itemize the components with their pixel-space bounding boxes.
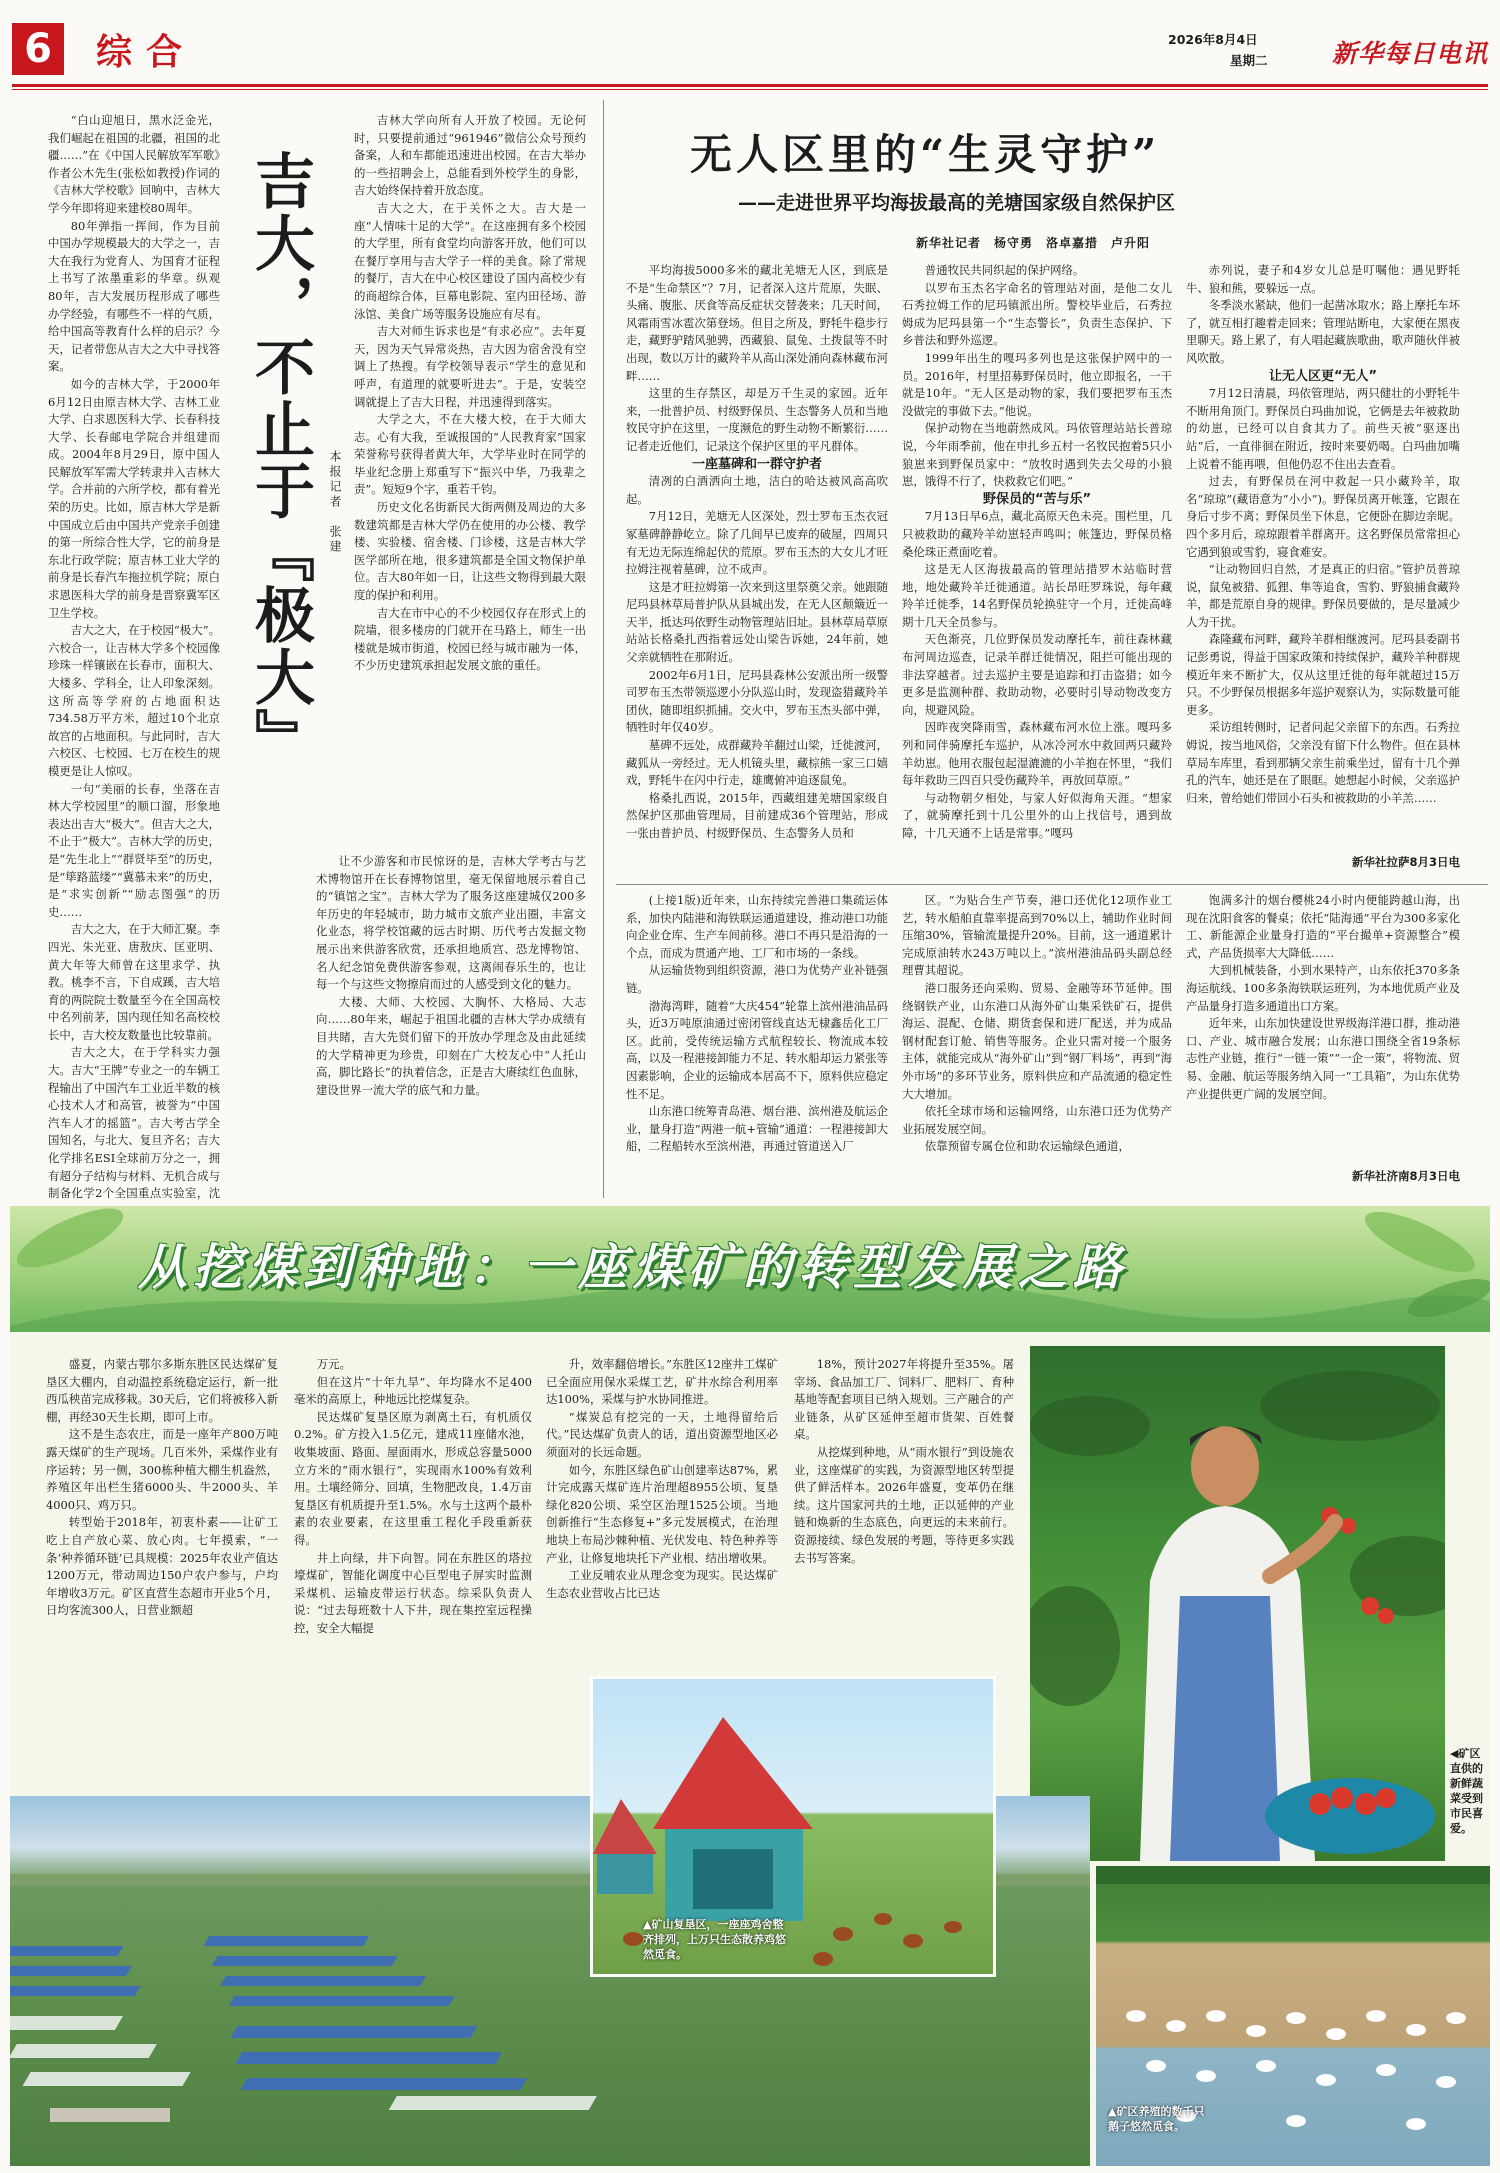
gang-col-3: 饱满多汁的烟台樱桃24小时内便能跨越山海，出现在沈阳食客的餐桌；依托“陆海通”平台为300多家化工、新能源企业量身打造的“平台撮单+资源整合”模式，产品货损率大大降低…… 大到机械装备，小到水果特产，山东依托370多条海运航线、100多条海铁联运班列，为本地优质产业及产品量身打造多通道出口方案。 近年来，山东加快建设世界级海洋港口群，推动港口、产业、城市融合发展；山东港口围绕全省19条标志性产业链，推行“一链一策”“一企一策”，将物流、贸易、金融、航运等服务纳入同一“工具箱”，为山东优势产业提供更广阔的发展空间。	[1186, 893, 1460, 1101]
issue-date: 2026年8月4日	[1168, 32, 1258, 47]
photo-caption-coop: ▲矿山复垦区，一座座鸡舍整齐排列，上万只生态散养鸡悠然觅食。	[643, 1918, 786, 1961]
section-divider	[616, 884, 1488, 885]
mei-headline: 从挖煤到种地：一座煤矿的转型发展之路	[138, 1239, 1129, 1296]
mei-col-2: 万元。 但在这片“十年九旱”、年均降水不足400毫米的高原上，种地远比挖煤复杂。 民达煤矿复垦区原为剥离土石，有机质仅0.2%。矿方投入1.5亿元，建成11座储水池，收集坡面、路面、屋面雨水，形成总容量5000立方米的“雨水银行”，实现雨水100%有效利用。土壤经筛分、回填，生物肥改良，1.4万亩复垦区有机质提升至1.5%。水与土这两个最朴素的农业要素，在这里重工程化手段重新获得。 井上向绿，井下向智。同在东胜区的塔拉壕煤矿，智能化调度中心巨型电子屏实时监测采煤机、运输皮带运行状态。综采队负责人说：“过去每班数十人下井，现在集控室远程操控，安全大幅提	[294, 1357, 532, 1635]
mei-col-1: 盛夏，内蒙古鄂尔多斯东胜区民达煤矿复垦区大棚内，自动温控系统稳定运行，新一批西瓜秧苗完成移栽。30天后，它们将被移入新棚，再经30天生长期，即可上市。 这不是生态农庄，而是一座年产800万吨露天煤矿的生产现场。几百米外，采煤作业有序运转；另一侧，300栋种植大棚生机盎然，养殖区年出栏生猪6000头、牛2000头、羊4000只、鸡万只。 转型始于2018年，初衷朴素——让矿工吃上自产放心菜、放心肉。七年摸索，“一条‘种养循环链’已具规模：2025年农业产值达1200万元，带动周边150户农户参与，户均年增收3万元。矿区直营生态超市开业5个月，日均客流300人，日营业额超	[46, 1357, 278, 1618]
section-name: 综合	[96, 31, 197, 73]
baohu-col-2: 普通牧民共同织起的保护网络。 以罗布玉杰名字命名的管理站对面，是他二女儿石秀拉姆工作的尼玛镇派出所。警校毕业后，石秀拉姆成为尼玛县第一个“生态警长”，负责生态保护、下乡普法和野外巡逻。 1999年出生的嘎玛多列也是这张保护网中的一员。2016年，村里招募野保员时，他立即报名，一干就是10年。“无人区是动物的家，我们要把罗布玉杰没做完的事做下去。”他说。 保护动物在当地蔚然成风。玛依管理站站长普琼说，今年雨季前，他在申扎乡五村一名牧民抱着5只小狼崽来到野保员家中：“放牧时遇到失去父母的小狼崽，饿得不行了，快救救它们吧。” 野保员的“苦与乐” 7月13日早6点，藏北高原天色未亮。围栏里，几只被救助的藏羚羊幼崽轻声鸣叫；帐篷边，野保员格桑伦珠正煮面吃着。 这是无人区海拔最高的管理站措罗木站临时营地，地处藏羚羊迁徙通道。站长昂旺罗珠说，每年藏羚羊迁徙季，14名野保员轮换驻守一个月，迁徙高峰期十几天全员参与。 天色渐亮，几位野保员发动摩托车，前往森林藏布河周边巡查，记录羊群迁徙情况，阻拦可能出现的非法穿越者。过去巡护主要是追踪和打击盗猎；如今更多是监测种群、救助动物，必要时引导动物改变方向，规避风险。 因昨夜突降雨雪，森林藏布河水位上涨。嘎玛多列和同伴骑摩托车巡护，从冰冷河水中救回两只藏羚羊幼崽。他用衣服包起湿漉漉的小羊抱在怀里，“我们每年救助三四百只受伤藏羚羊，再放回草原。” 与动物朝夕相处，与家人好似海角天涯。“想家了，就骑摩托到十几公里外的山上找信号，遇到故障，十几天通不上话是常事。”嘎玛	[902, 263, 1172, 840]
page-number-box	[12, 23, 64, 75]
gang-col-2: 区。“为贴合生产节奏，港口还优化12项作业工艺，转水船舶直靠率提高到70%以上，辅助作业时间压缩30%，管输流量提升20%。目前，这一通道累计完成原油转水243万吨以上。”滨州港油品码头副总经理曹其超说。 港口服务还向采购、贸易、金融等环节延伸。围绕钢铁产业，山东港口从海外矿山集采铁矿石，提供海运、混配、仓储、期货套保和进厂配送，并为成品钢材配套订舱、销售等服务。企业只需对接一个服务主体，就能完成从“海外矿山”到“钢厂料场”，再到“海外市场”的多环节业务，原料供应和产品流通的稳定性大大增加。 依托全球市场和运输网络，山东港口还为优势产业拓展发展空间。 依靠预留专属仓位和助农运输绿色通道，	[902, 893, 1172, 1154]
greenhouse-illustration	[1030, 1346, 1445, 1861]
baohu-reporters: 新华社记者 杨守勇 洛卓嘉措 卢升阳	[916, 236, 1151, 250]
jida-col-2: 吉林大学向所有人开放了校园。无论何时，只要提前通过“961946”微信公众号预约备案，人和车都能迅速进出校园。在吉大举办的一些招聘会上，总能看到外校学生的身影，吉大始终保持着开放态度。 吉大之大，在于关怀之大。吉大是一座“人情味十足的大学”。在这座拥有多个校园的大学里，所有食堂均向游客开放，他们可以在餐厅享用与吉大学子一样的美食。除了常规的餐厅，吉大在中心校区建设了国内高校少有的商超综合体，巨幕电影院、室内田径场、游泳馆、美食广场等服务设施应有尽有。 吉大对师生诉求也是“有求必应”。去年夏天，因为天气异常炎热，吉大因为宿舍没有空调上了热搜。有学校领导表示“学生的意见和呼声，有道理的就要听进去”。于是，安装空调就提上了吉大日程，并迅速得到落实。 大学之大，不在大楼大校，在于大师大志。心有大我，至诚报国的“人民教育家”国家荣誉称号获得者黄大年，大学毕业时在同学的毕业纪念册上郑重写下“振兴中华，乃我辈之责”。短短9个字，重若千钧。 历史文化名街新民大街两侧及周边的大多数建筑都是吉林大学仍在使用的办公楼、教学楼、实验楼、宿舍楼、门诊楼，这是吉林大学医学部所在地，很多建筑都是全国文物保护单位。吉大80年如一日，让这些文物得到最大限度的保护和利用。 吉大在市中心的不少校园仅存在形式上的院墙，很多楼房的门就开在马路上，师生一出楼就是城市街道，校园已经与城市融为一体，不少历史建筑承担起发展文旅的重任。	[354, 113, 586, 673]
subheading: 野保员的“苦与乐”	[982, 491, 1092, 507]
subheading: 一座墓碑和一群守护者	[691, 456, 822, 472]
jida-byline: 本报记者 张建	[328, 450, 342, 555]
mei-feature-panel	[10, 1206, 1490, 2166]
issue-weekday: 星期二	[1230, 53, 1268, 68]
photo-caption-geese: ▲矿区养殖的数千只鹅子悠然觅食。	[1108, 2105, 1205, 2133]
jida-col-1: “白山迎旭日，黑水泛金光，我们崛起在祖国的北疆，祖国的北疆……”在《中国人民解放军军歌》作者公木先生(张松如教授)作词的《吉林大学校歌》回响中，吉林大学今年即将迎来建校80周年。 80年弹指一挥间，作为目前中国办学规模最大的大学之一，吉大在我行为党育人、为国育才征程上书写了浓墨重彩的华章。纵观80年，吉大发展历程形成了哪些办学经验，有哪些不一样的气质，给中国高等教育什么样的启示？今天，记者带您从吉大之大中寻找答案。 如今的吉林大学，于2000年6月12日由原吉林大学、吉林工业大学、白求恩医科大学、长春科技大学、长春邮电学院合并组建而成。2004年8月29日，原中国人民解放军军需大学转隶并入吉林大学。合并前的六所学校，都有着光荣的历史。比如，原吉林大学是新中国成立后由中国共产党亲手创建的第一所综合性大学，它的前身是东北行政学院；原吉林工业大学的前身是长春汽车拖拉机学院；原白求恩医科大学的前身是晋察冀军区卫生学校。 吉大之大，在于校园“极大”。六校合一，让吉林大学多个校园像珍珠一样镶嵌在长春市，面积大、大楼多、学科全，让人印象深刻。这所高等学府的占地面积达734.58万平方米，超过10个北京故宫的占地面积。与此同时，吉大六校区、七校园、七万在校生的规模更是让人惊叹。 一句“美丽的长春，坐落在吉林大学校园里”的顺口溜，形象地表达出吉大“极大”。但吉大之大，不止于“极大”。吉林大学的历史，是“先生北上”“群贤毕至”的历史，是“筚路蓝缕”“冀慕未来”的历史，是“求实创新”“励志图强”的历史…… 吉大之大，在于大师汇聚。李四光、朱光亚、唐敖庆、匡亚明、黄大年等大师曾在这里求学、执教。桃李不言，下自成蹊，吉大培育的两院院士数量至今在全国高校中名列前茅，国内现任知名高校校长中，吉大校友数量也比较靠前。 吉大之大，在于学科实力强大。吉大“王牌”专业之一的车辆工程输出了中国汽车工业近半数的核心技术人才和高管，被誉为“中国汽车人才的摇篮”。吉大考古学全国知名，与北大、复旦齐名；吉大化学排名ESI全球前万分之一，拥有超分子结构与材料、无机合成与制备化学2个全国重点实验室，沈	[48, 113, 220, 1201]
masthead-thin-divider	[12, 89, 1488, 90]
masthead	[0, 0, 1500, 86]
photo-greenhouse-farmer	[1030, 1346, 1445, 1861]
jida-headline: 吉大，不止于『极大』	[245, 150, 315, 770]
photo-chicken-coop	[590, 1676, 996, 1977]
baohu-subtitle: ——走进世界平均海拔最高的羌塘国家级自然保护区	[738, 192, 1176, 214]
masthead-divider	[12, 84, 1488, 87]
newspaper-logo: 新华每日电讯	[1332, 39, 1489, 68]
baohu-headline: 无人区里的“生灵守护”	[690, 130, 1161, 179]
page-number: 6	[24, 26, 52, 72]
baohu-col-1: 平均海拔5000多米的藏北羌塘无人区，到底是不是“生命禁区”？7月，记者深入这片荒原，失眠、头痛、腹胀、厌食等高反症状交替袭来；几天时间，风霜雨雪冰雹次第登场。但目之所及，野牦牛稳步行走，藏野驴踏风驰骋，西藏狼、鼠兔、土拨鼠等不时出现，数以万计的藏羚羊从高山深处涌向森林藏布河畔…… 这里的生存禁区，却是万千生灵的家园。近年来，一批普护员、村级野保员、生态警务人员和当地牧民守护在这里，一度濒危的野生动物不断繁衍……记者走近他们，记录这个保护区里的平凡群体。 一座墓碑和一群守护者 清冽的白酒洒向土地，洁白的哈达被风高高吹起。 7月12日，羌塘无人区深处，烈士罗布玉杰衣冠冢墓碑静静屹立。除了几间早已废弃的破屋，四周只有无边无际连绵起伏的荒原。罗布玉杰的大女儿才旺拉姆注视着墓碑，泣不成声。 这是才旺拉姆第一次来到这里祭奠父亲。她跟随尼玛县林草局普护队从县城出发，在无人区颠簸近一天半，抵达玛依野生动物管理站旧址。县林草局草原站站长格桑扎西指着远处山梁告诉她，24年前，她父亲就牺牲在那附近。 2002年6月1日，尼玛县森林公安派出所一级警司罗布玉杰带领巡逻小分队巡山时，发现盗猎藏羚羊团伙，随即组织抓捕。交火中，罗布玉杰头部中弹，牺牲时年仅40岁。 墓碑不远处，成群藏羚羊翻过山梁，迁徙渡河，藏狐从一旁经过。无人机镜头里，藏棕熊一家三口嬉戏，野牦牛在闪中行走，雄鹰俯冲追逐鼠兔。 格桑扎西说，2015年，西藏组建羌塘国家级自然保护区那曲管理局，目前建成36个管理站，形成一张由普护员、村级野保员、生态警务人员和	[626, 263, 888, 840]
baohu-col-3: 赤列说，妻子和4岁女儿总是叮嘱他：遇见野牦牛、狼和熊，要躲远一点。 冬季淡水紧缺，他们一起凿冰取水；路上摩托车坏了，就互相打趣着走回来；管理站断电，大家便在黑夜里聊天。路上累了，有人唱起藏族歌曲，歌声随伙伴被风吹散。 让无人区更“无人” 7月12日清晨，玛依管理站，两只健壮的小野牦牛不断用角顶门。野保员白玛曲加说，它俩是去年被救助的幼崽，已经可以自食其力了。前些天被“驱逐出站”后，一直徘徊在附近，按时来要奶喝。白玛曲加嘴上说着不能再喂，但他仍忍不住出去查看。 过去，有野保员在河中救起一只小藏羚羊，取名“琼琼”(藏语意为“小小”)。野保员离开帐篷，它跟在身后寸步不离；野保员坐下休息，它便卧在脚边亲昵。四个多月后，琼琼跟着羊群离开。这名野保员常常担心它遇到狼或雪豹，寝食难安。 “让动物回归自然，才是真正的归宿。”管护员普琼说，鼠兔被猎、狐狸、隼等追食，雪豹、野狼捕食藏羚羊，都是荒原自身的规律。野保员要做的，是尽量减少人为干扰。 森隆藏布河畔，藏羚羊群相继渡河。尼玛县委副书记彭勇说，得益于国家政策和持续保护，藏羚羊种群规模近年来不断扩大，仅从这里迁徙的每年就超过15万只。不少野保员根据多年巡护观察认为，实际数量可能更多。 采访组转侧时，记者问起父亲留下的东西。石秀拉姆说，按当地风俗，父亲没有留下什么物件。但在县林草局车库里，看到那辆父亲生前乘坐过，留有十几个弹孔的汽车，她还是在了眼眶。她想起小时候，父亲巡护归来，曾给她们带回小石头和被救助的小羊羔……	[1186, 263, 1460, 805]
mei-col-3: 升，效率翻倍增长。”东胜区12座井工煤矿已全面应用保水采煤工艺，矿井水综合利用率达100%，采煤与护水协同推进。 “煤炭总有挖完的一天，土地得留给后代。”民达煤矿负责人的话，道出资源型地区必须面对的长远命题。 如今，东胜区绿色矿山创建率达87%，累计完成露天煤矿连片治理超8955公顷、复垦绿化820公顷、采空区治理1525公顷。当地创新推行“生态修复+”多元发展模式，在治理地块上布局沙棘种植、光伏发电、特色种养等产业，让修复地块托下产业根、结出增收果。 工业反哺农业从理念变为现实。民达煤矿生态农业营收占比已达	[546, 1357, 778, 1600]
gang-col-1: (上接1版)近年来，山东持续完善港口集疏运体系，加快内陆港和海铁联运通道建设，推动港口功能向企业仓库、生产车间前移。港口不再只是沿海的一个点，而成为贯通产地、工厂和市场的一条线。 从运输货物到组织资源，港口为优势产业补链强链。 渤海湾畔，随着“大庆454”轮靠上滨州港油品码头，近3万吨原油通过密闭管线直达无棣鑫岳化工厂区。此前，受传统运输方式航程较长、物流成本较高，以及一程港接卸能力不足、转水船却运力紧张等因素影响，企业的运输成本居高不下，原料供应稳定性不足。 山东港口统筹青岛港、烟台港、滨州港及航运企业，量身打造“两港一航+管输”通道：一程港接卸大船，二程船转水至滨州港，再通过管道送入厂	[626, 893, 888, 1154]
column-divider	[603, 100, 604, 1198]
dateline: 新华社济南8月3日电	[1351, 1169, 1460, 1183]
photo-caption-vegetables: ◀矿区直供的新鲜蔬菜受到市民喜爱。	[1450, 1747, 1483, 1835]
jida-col-bottom: 让不少游客和市民惊讶的是，吉林大学考古与艺术博物馆开在长春博物馆里，毫无保留地展示着自己的“镇馆之宝”。吉林大学为了服务这座建城仅200多年历史的年轻城市，助力城市文旅产业出圈，丰富文化业态，将学校馆藏的远古时期、历代考古发掘文物展示出来供游客欣赏，还承担地质宫、恐龙博物馆、名人纪念馆免费供游客参观，这离闹春乐生的，也让每一个与这些文物擦肩而过的人感受到文化的魅力。 大楼、大师、大校园、大胸怀、大格局、大志向……80年来，崛起于祖国北疆的吉林大学办成绩有目共睹，吉大先贤们留下的开放办学理念及由此延续的大学精神更为珍贵，印刻在广大校友心中“人托山高，脚比路长”的执着信念，正是吉大赓续红色血脉，建设世界一流大学的底气和力量。	[316, 854, 586, 1097]
dateline: 新华社拉萨8月3日电	[1351, 855, 1460, 869]
mei-col-4: 18%，预计2027年将提升至35%。屠宰场、食品加工厂、饲料厂、肥料厂、育种基地等配套项目已纳入规划。三产融合的产业链条，从矿区延伸至超市货架、百姓餐桌。 从挖煤到种地，从“雨水银行”到设施农业，这座煤矿的实践，为资源型地区转型提供了鲜活样本。2026年盛夏，变革仍在继续。这片国家河共的土地，正以延伸的产业链和焕新的生态底色，向更远的未来前行。资源接续、绿色发展的考题，等待更多实践去书写答案。	[794, 1357, 1014, 1565]
photo-geese	[1096, 1866, 1490, 2166]
subheading: 让无人区更“无人”	[1268, 368, 1378, 384]
